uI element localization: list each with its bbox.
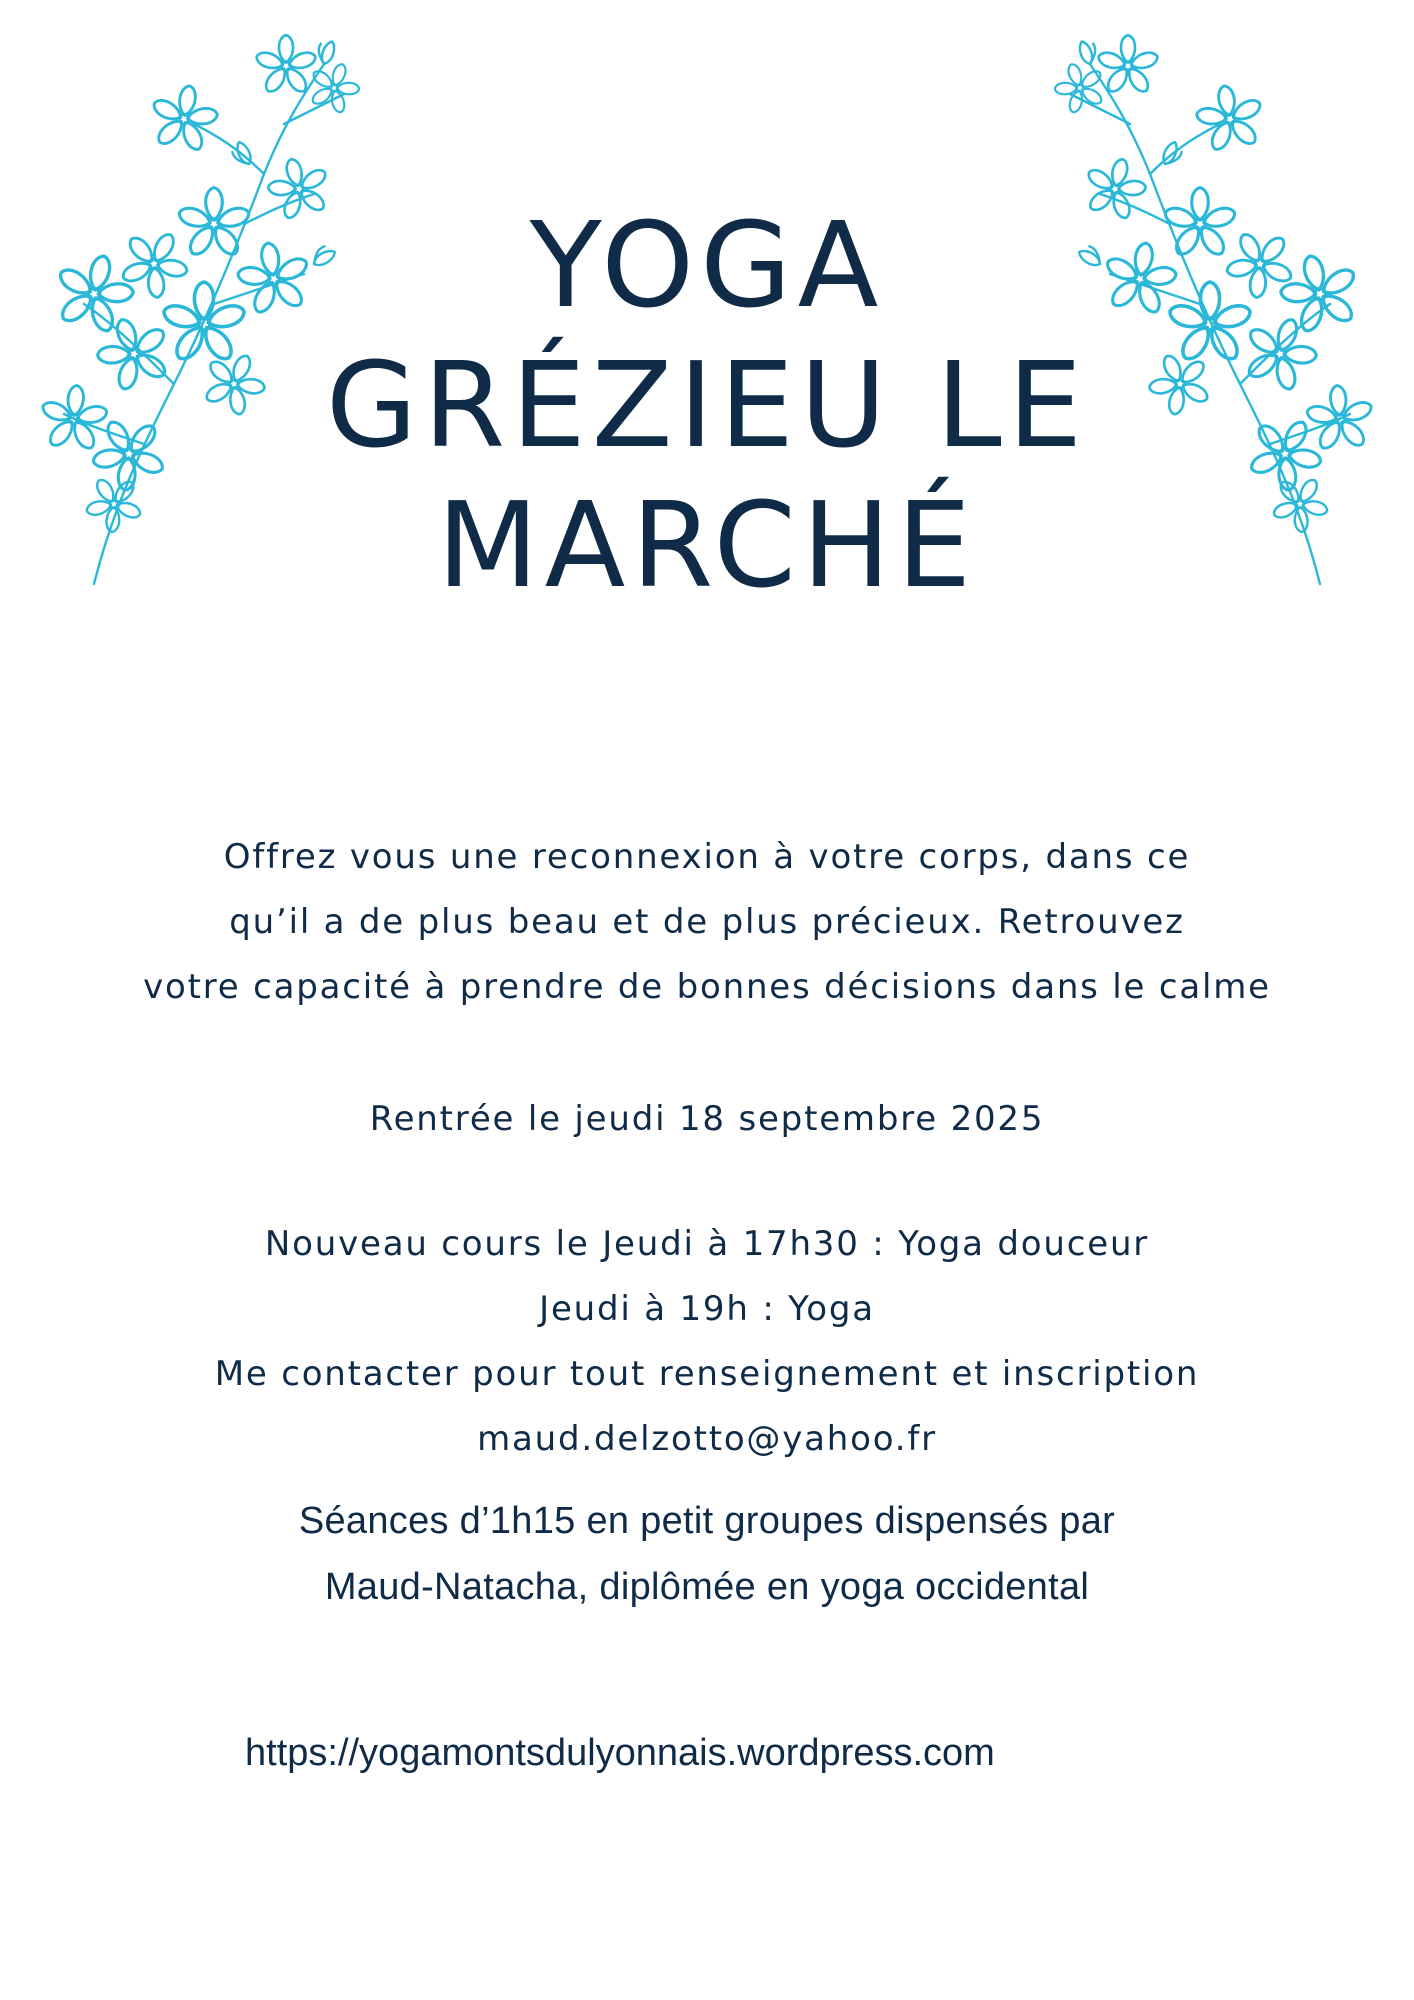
course-line-1: Nouveau cours le Jeudi à 17h30 : Yoga douceur <box>264 1224 1150 1264</box>
course-line-2: Jeudi à 19h : Yoga <box>539 1289 875 1329</box>
intro-line-3: votre capacité à prendre de bonnes décisions dans le calme <box>143 967 1271 1007</box>
title-line-2: GRÉZIEU LE <box>325 336 1089 474</box>
sessions-info <box>80 1488 1334 1620</box>
title-line-3: MARCHÉ <box>436 476 978 614</box>
contact-email[interactable]: maud.delzotto@yahoo.fr <box>477 1419 937 1459</box>
intro-line-2: qu’il a de plus beau et de plus précieux. Retrouvez <box>229 902 1185 942</box>
sessions-line-1: Séances d’1h15 en petit groupes dispensés par <box>298 1500 1116 1542</box>
sessions-line-2: Maud-Natacha, diplômée en yoga occidental <box>324 1566 1090 1608</box>
intro-line-1: Offrez vous une reconnexion à votre corps, dans ce <box>223 837 1191 877</box>
contact-line: Me contacter pour tout renseignement et inscription <box>214 1354 1200 1394</box>
start-date: Rentrée le jeudi 18 septembre 2025 <box>369 1099 1045 1139</box>
page-title <box>250 195 1164 615</box>
title-line-1: YOGA <box>529 196 885 334</box>
course-schedule <box>80 1212 1334 1472</box>
intro-paragraph <box>80 825 1334 1020</box>
website-link[interactable]: https://yogamontsdulyonnais.wordpress.com <box>245 1732 995 1774</box>
